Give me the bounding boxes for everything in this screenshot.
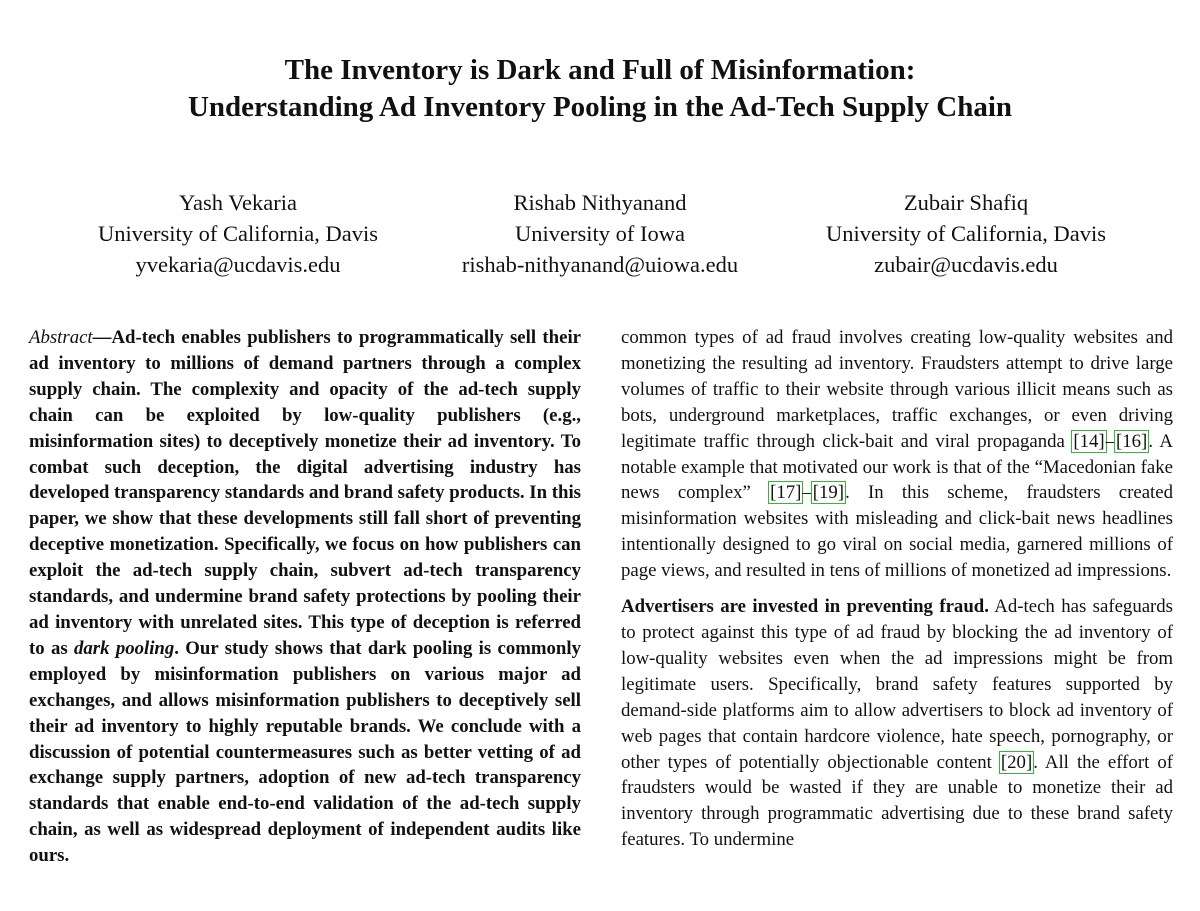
body-column-right: [621, 325, 1173, 853]
body-text: . In this scheme, fraudsters created misinformation websites with misleading and click-bait news headlines intentionally designed to go viral on social media, garnered millions of page views, and resulted in tens of millions of monetized ad impressions.: [621, 482, 1173, 582]
author-affiliation: University of Iowa: [515, 221, 685, 246]
abstract-term: dark pooling: [74, 637, 175, 659]
paper-title: [0, 52, 1200, 126]
citation-range-dash: –: [802, 482, 812, 504]
author-name: Yash Vekaria: [179, 190, 297, 215]
citation-link[interactable]: [20]: [1000, 751, 1033, 773]
author-name: Rishab Nithyanand: [513, 190, 687, 215]
citation-link[interactable]: [14]: [1073, 430, 1105, 452]
author-affiliation: University of California, Davis: [98, 221, 378, 246]
author-block: [410, 187, 790, 280]
body-text: Ad-tech has safeguards to protect against this type of ad fraud by blocking the ad inventory of low-quality websites even when the ad impressions might be from legitimate users. Specifically, brand safety features supported by demand-side platforms aim to allow advertisers to block ad inventory of web pages that contain hardcore violence, hate speech, pornography, or other types of potentially objectionable content: [621, 596, 1173, 773]
body-text: . All the effort of fraudsters would be wasted if they are unable to monetize their ad inventory through programmatic advertising due to these brand safety features. To undermine: [621, 751, 1173, 851]
citation-link[interactable]: [19]: [812, 482, 845, 504]
author-email: zubair@ucdavis.edu: [874, 252, 1058, 277]
abstract-paragraph: [29, 325, 581, 869]
abstract-column: [29, 325, 581, 869]
author-name: Zubair Shafiq: [903, 190, 1029, 215]
citation-range-dash: –: [1105, 430, 1116, 452]
author-block: [776, 187, 1156, 280]
author-block: [48, 187, 428, 280]
citation-link[interactable]: [16]: [1116, 430, 1148, 452]
abstract-text-1: —Ad-tech enables publishers to programmatically sell their ad inventory to millions of demand partners through a complex supply chain. The complexity and opacity of the ad-tech supply chain can be exploited by low-quality publishers (e.g., misinformation sites) to deceptively monetize their ad inventory. To combat such deception, the digital advertising industry has developed transparency standards and brand safety products. In this paper, we show that these developments still fall short of preventing deceptive monetization. Specifically, we focus on how publishers can exploit the ad-tech supply chain, subvert ad-tech transparency standards, and undermine brand safety protections by pooling their ad inventory with unrelated sites. This type of deception is referred to as: [29, 327, 581, 659]
body-paragraph-1: [621, 325, 1173, 584]
abstract-label: Abstract: [29, 327, 93, 348]
abstract-text-2: . Our study shows that dark pooling is commonly employed by misinformation publishers on various major ad exchanges, and allows misinformation publishers to deceptively sell their ad inventory to highly reputable brands. We conclude with a discussion of potential countermeasures such as better vetting of ad exchange supply partners, adoption of new ad-tech transparency standards that enable end-to-end validation of the ad-tech supply chain, as well as widespread deployment of independent audits like ours.: [29, 637, 581, 867]
body-paragraph-2: [621, 594, 1173, 853]
author-email: yvekaria@ucdavis.edu: [135, 252, 341, 277]
title-line-1: The Inventory is Dark and Full of Misinformation:: [284, 54, 916, 86]
body-text: common types of ad fraud involves creating low-quality websites and monetizing the resulting ad inventory. Fraudsters attempt to drive large volumes of traffic to their website through various illicit means such as bots, underground marketplaces, traffic exchanges, or even driving legitimate traffic through click-bait and viral propaganda: [621, 327, 1173, 452]
body-text: . A notable example that motivated our work is that of the “Macedonian fake news complex”: [621, 430, 1173, 504]
citation-link[interactable]: [17]: [770, 482, 802, 504]
author-affiliation: University of California, Davis: [826, 221, 1106, 246]
author-email: rishab-nithyanand@uiowa.edu: [461, 252, 739, 277]
paragraph-heading: Advertisers are invested in preventing fraud.: [621, 596, 989, 618]
title-line-2: Understanding Ad Inventory Pooling in the Ad-Tech Supply Chain: [187, 91, 1013, 123]
